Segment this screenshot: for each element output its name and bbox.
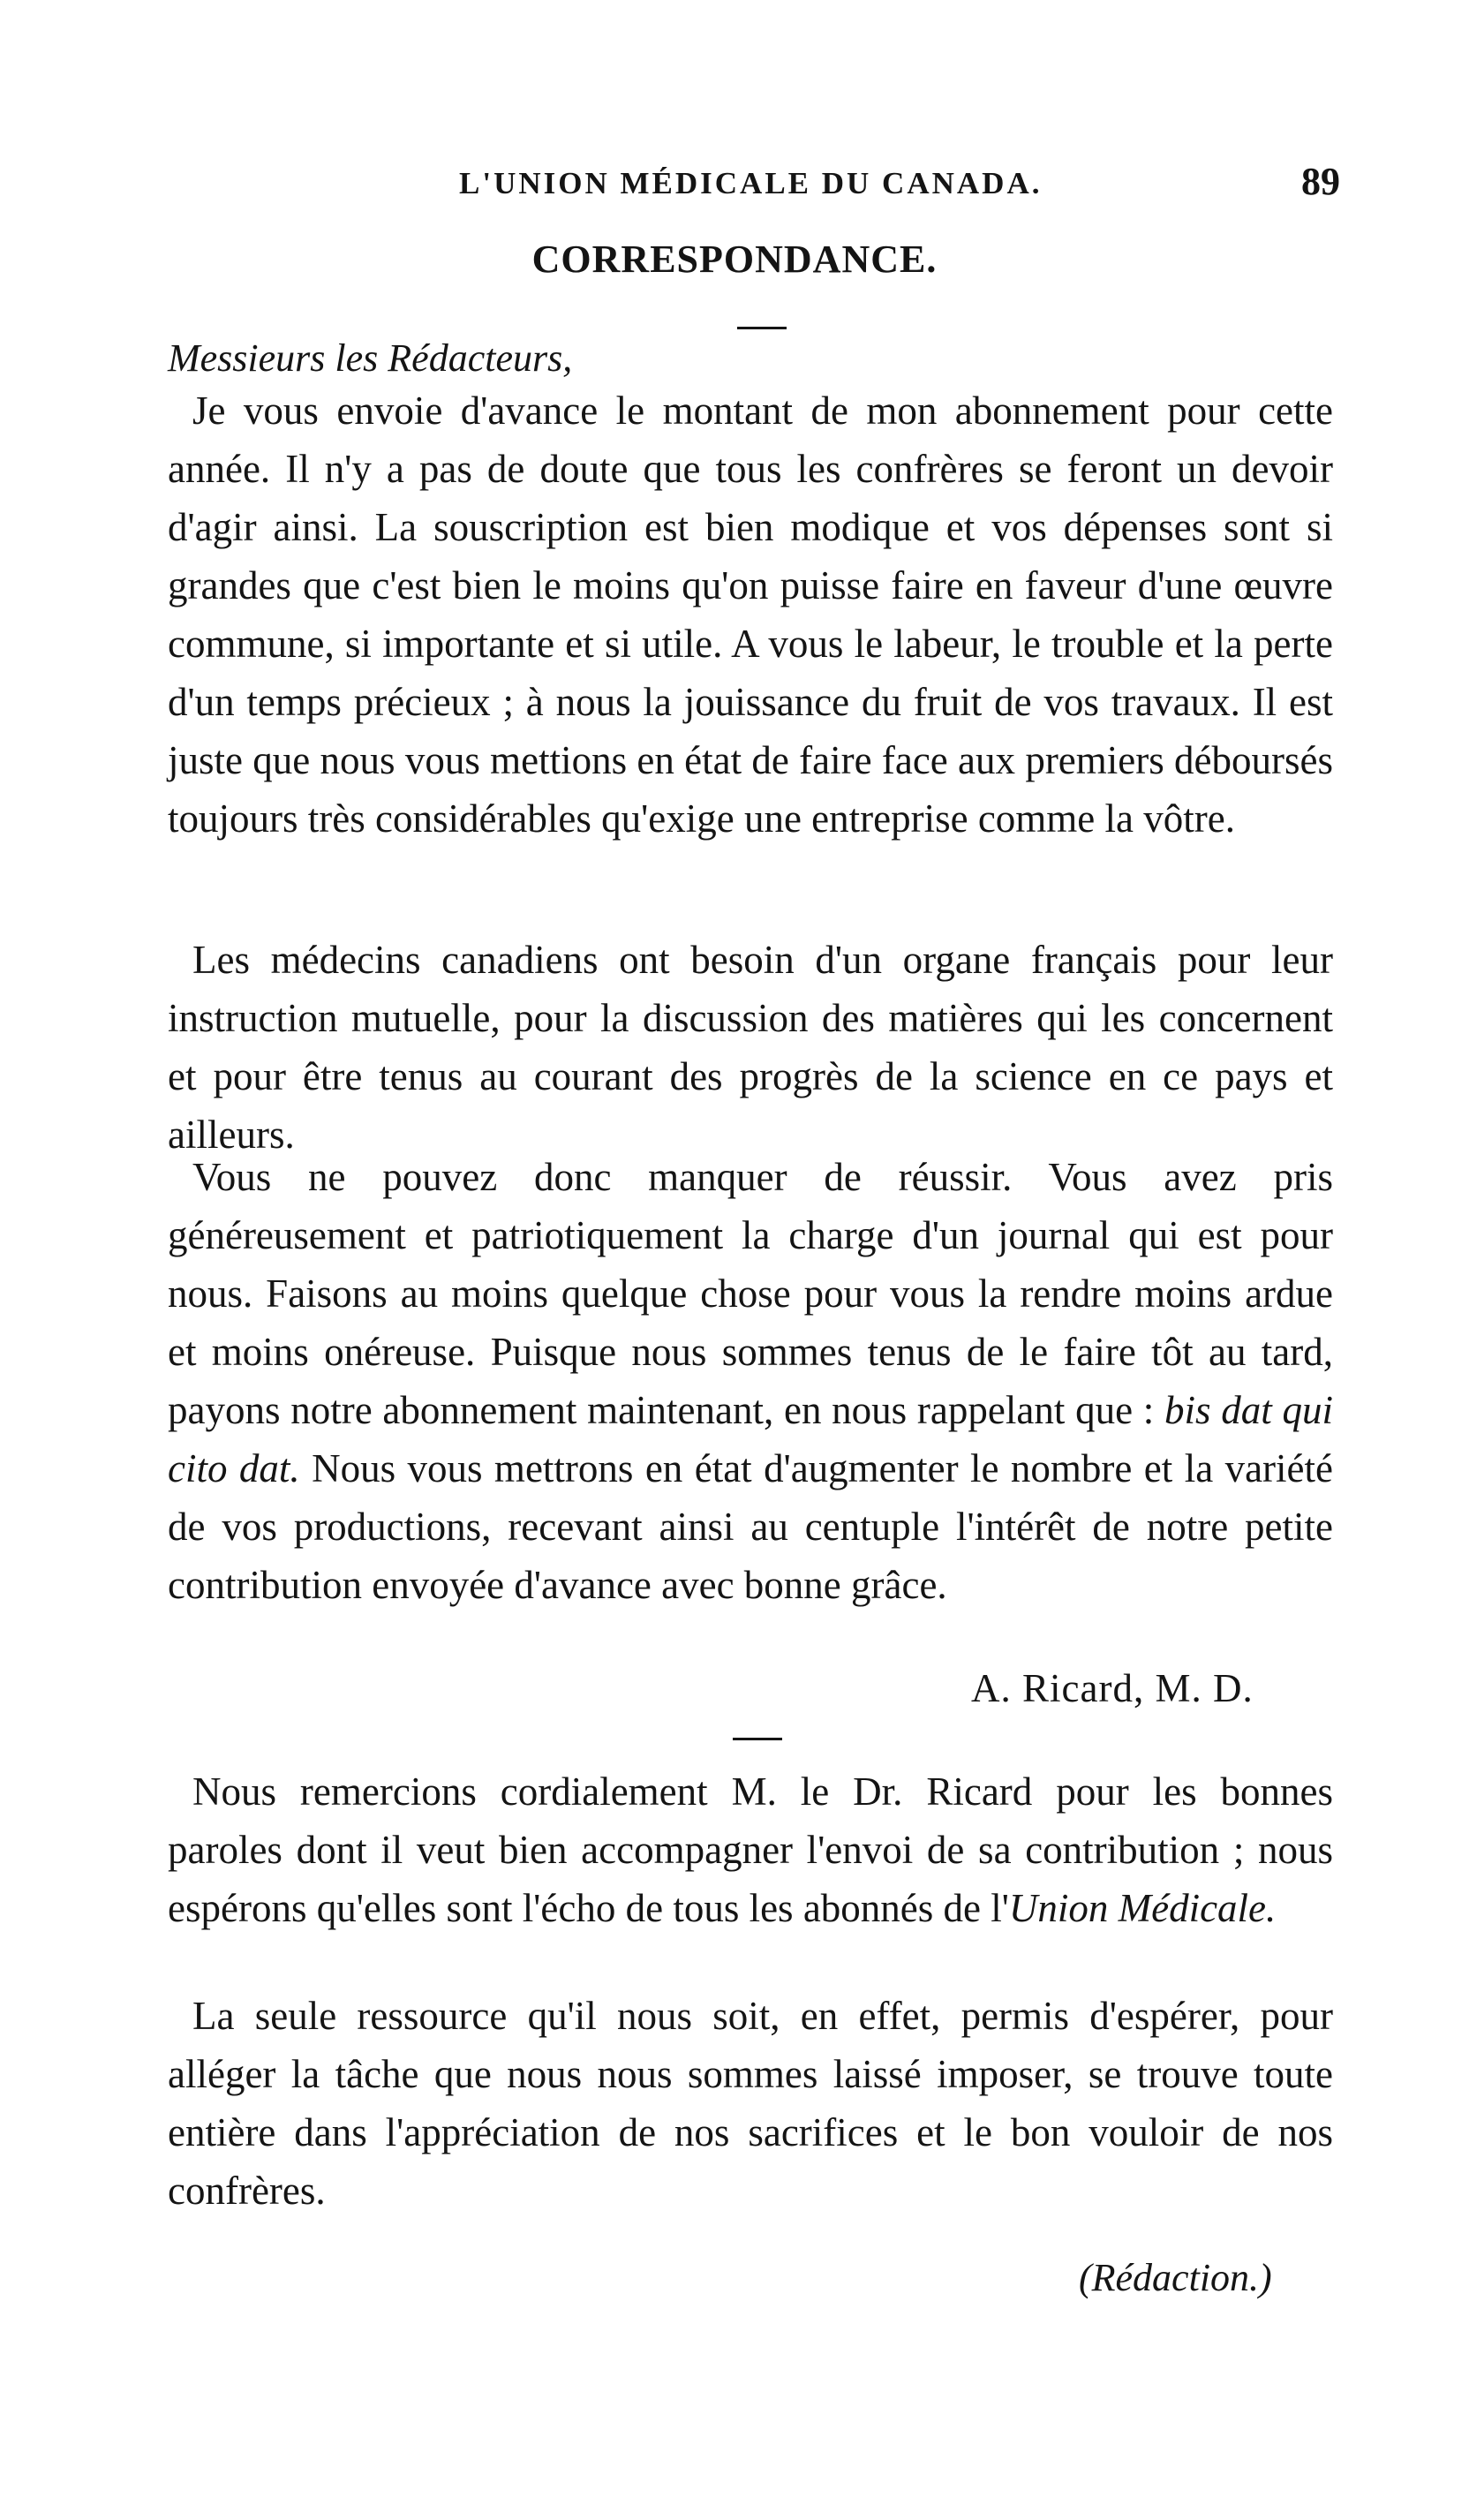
letter-paragraph-3-text-a: Vous ne pouvez donc manquer de réussir. Vous avez pris généreusement et patriotiquement la charge d'un journal qui est pour nous. Faisons au moins quelque chose pour vous la rendre moins ardue et moins onéreuse. Puisque nous sommes tenus de le faire tôt au tard, payons notre abonnement maintenant, en nous rappelant que : xyxy=(168,1155,1333,1432)
letter-signature: A. Ricard, M. D. xyxy=(971,1666,1254,1710)
section-title: CORRESPONDANCE. xyxy=(531,238,938,281)
reply-paragraph-2-text: La seule ressource qu'il nous soit, en effet, permis d'espérer, pour alléger la tâche que nous nous sommes laissé imposer, se trouve toute entière dans l'appréciation de nos sacrifices et le bon vouloir de nos confrères. xyxy=(168,1994,1333,2213)
letter-paragraph-1-text: Je vous envoie d'avance le montant de mon abonnement pour cette année. Il n'y a pas de doute que tous les confrères se feront un devoir d'agir ainsi. La souscription est bien modique et vos dépenses sont si grandes que c'est bien le moins qu'on puisse faire en faveur d'une œuvre commune, si importante et si utile. A vous le labeur, le trouble et la perte d'un temps précieux ; à nous la jouissance du fruit de vos travaux. Il est juste que nous vous mettions en état de faire face aux premiers déboursés toujours très considérables qu'exige une entreprise comme la vôtre. xyxy=(168,389,1333,841)
journal-name: Union Médicale. xyxy=(1008,1886,1277,1930)
letter-paragraph-3-text-b: Nous vous mettrons en état d'augmenter le nombre et la variété de vos productions, recevant ainsi au centuple l'intérêt de notre petite contribution envoyée d'avance avec bonne grâce. xyxy=(168,1446,1333,1607)
page-number: 89 xyxy=(1301,160,1340,203)
letter-paragraph-1 xyxy=(168,381,1333,848)
running-head: L'UNION MÉDICALE DU CANADA. xyxy=(459,166,1043,200)
title-divider xyxy=(737,327,787,329)
letter-paragraph-2 xyxy=(168,931,1333,1164)
letter-paragraph-3 xyxy=(168,1148,1333,1614)
letter-salutation: Messieurs les Rédacteurs, xyxy=(168,336,573,380)
letter-paragraph-2-text: Les médecins canadiens ont besoin d'un organe français pour leur instruction mutuelle, pour la discussion des matières qui les concernent et pour être tenus au courant des progrès de la science en ce pays et ailleurs. xyxy=(168,938,1333,1157)
reply-paragraph-1 xyxy=(168,1762,1333,1937)
redaction-signature: (Rédaction.) xyxy=(1079,2256,1272,2299)
reply-paragraph-2 xyxy=(168,1987,1333,2220)
section-divider xyxy=(733,1738,782,1740)
reply-paragraph-1-text: Nous remercions cordialement M. le Dr. Ricard pour les bonnes paroles dont il veut bien accompagner l'envoi de sa contribution ; nous espérons qu'elles sont l'écho de tous les abonnés de l' xyxy=(168,1769,1333,1930)
latin-phrase: bis dat qui cito dat. xyxy=(168,1388,1333,1490)
